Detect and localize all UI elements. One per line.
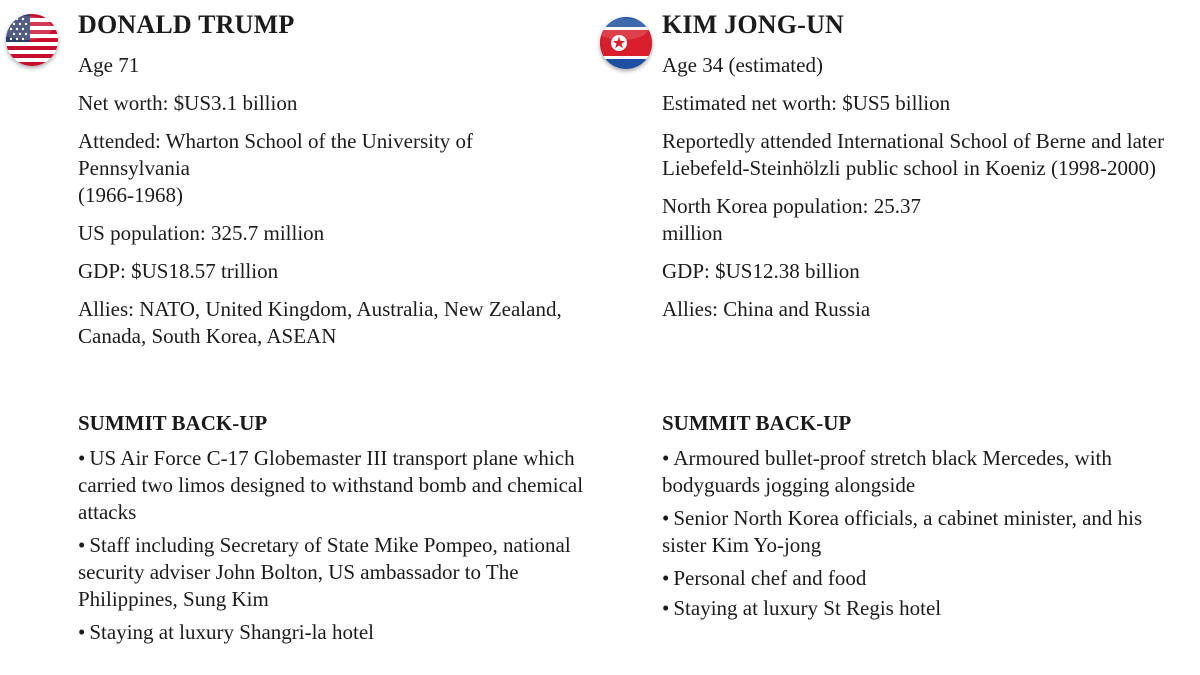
allies-text: Allies: NATO, United Kingdom, Australia, New Zealand, Canada, South Korea, ASEAN bbox=[78, 297, 562, 348]
population-text: US population: 325.7 million bbox=[78, 221, 325, 245]
list-item bbox=[662, 595, 1162, 622]
summit-backup-heading: SUMMIT BACK-UP bbox=[662, 411, 852, 435]
list-item bbox=[78, 532, 618, 613]
net-worth-text: Net worth: $US3.1 billion bbox=[78, 91, 298, 115]
bullet-icon: • bbox=[78, 533, 86, 557]
summit-backup-list bbox=[78, 445, 618, 652]
list-item bbox=[78, 619, 618, 646]
list-item-text: Personal chef and food bbox=[673, 566, 867, 590]
leader-name: DONALD TRUMP bbox=[78, 10, 295, 39]
list-item-text: Armoured bullet-proof stretch black Mercedes, with bodyguards jogging alongside bbox=[662, 446, 1112, 497]
list-item-text: Staff including Secretary of State Mike Pompeo, national security adviser John Bolton, US ambassador to The Philippines, Sung Kim bbox=[78, 533, 571, 611]
education-text bbox=[78, 128, 578, 209]
list-item-text: Staying at luxury Shangri-la hotel bbox=[89, 620, 374, 644]
bullet-icon: • bbox=[662, 596, 670, 620]
list-item bbox=[78, 445, 618, 526]
list-item bbox=[662, 445, 1162, 499]
bullet-icon: • bbox=[78, 620, 86, 644]
bullet-icon: • bbox=[662, 566, 670, 590]
bullet-icon: • bbox=[662, 446, 670, 470]
education-years: (1966-1968) bbox=[78, 183, 183, 207]
allies-text: Allies: China and Russia bbox=[662, 297, 871, 321]
us-flag-icon bbox=[6, 14, 58, 66]
list-item bbox=[662, 565, 1162, 592]
leader-facts bbox=[78, 52, 578, 361]
bullet-icon: • bbox=[662, 506, 670, 530]
gdp-text: GDP: $US12.38 billion bbox=[662, 259, 860, 283]
list-item-text: US Air Force C-17 Globemaster III transport plane which carried two limos designed to withstand bomb and chemical attacks bbox=[78, 446, 584, 524]
summit-backup-list bbox=[662, 445, 1162, 628]
bullet-icon: • bbox=[78, 446, 86, 470]
north-korea-flag-icon bbox=[600, 17, 652, 69]
age-text: Age 34 (estimated) bbox=[662, 53, 823, 77]
list-item-text: Staying at luxury St Regis hotel bbox=[673, 596, 942, 620]
education-text: Reportedly attended International School of Berne and later Liebefeld-Steinhölzli public school in Koeniz (1998-2000) bbox=[662, 129, 1165, 180]
education-school: Attended: Wharton School of the University of Pennsylvania bbox=[78, 129, 474, 180]
population-text: North Korea population: 25.37 million bbox=[662, 194, 921, 245]
summit-backup-heading: SUMMIT BACK-UP bbox=[78, 411, 268, 435]
leader-facts bbox=[662, 52, 1192, 334]
net-worth-text: Estimated net worth: $US5 billion bbox=[662, 91, 951, 115]
gdp-text: GDP: $US18.57 trillion bbox=[78, 259, 279, 283]
age-text: Age 71 bbox=[78, 53, 140, 77]
list-item-text: Senior North Korea officials, a cabinet minister, and his sister Kim Yo-jong bbox=[662, 506, 1143, 557]
leader-name: KIM JONG-UN bbox=[662, 10, 845, 39]
list-item bbox=[662, 505, 1162, 559]
